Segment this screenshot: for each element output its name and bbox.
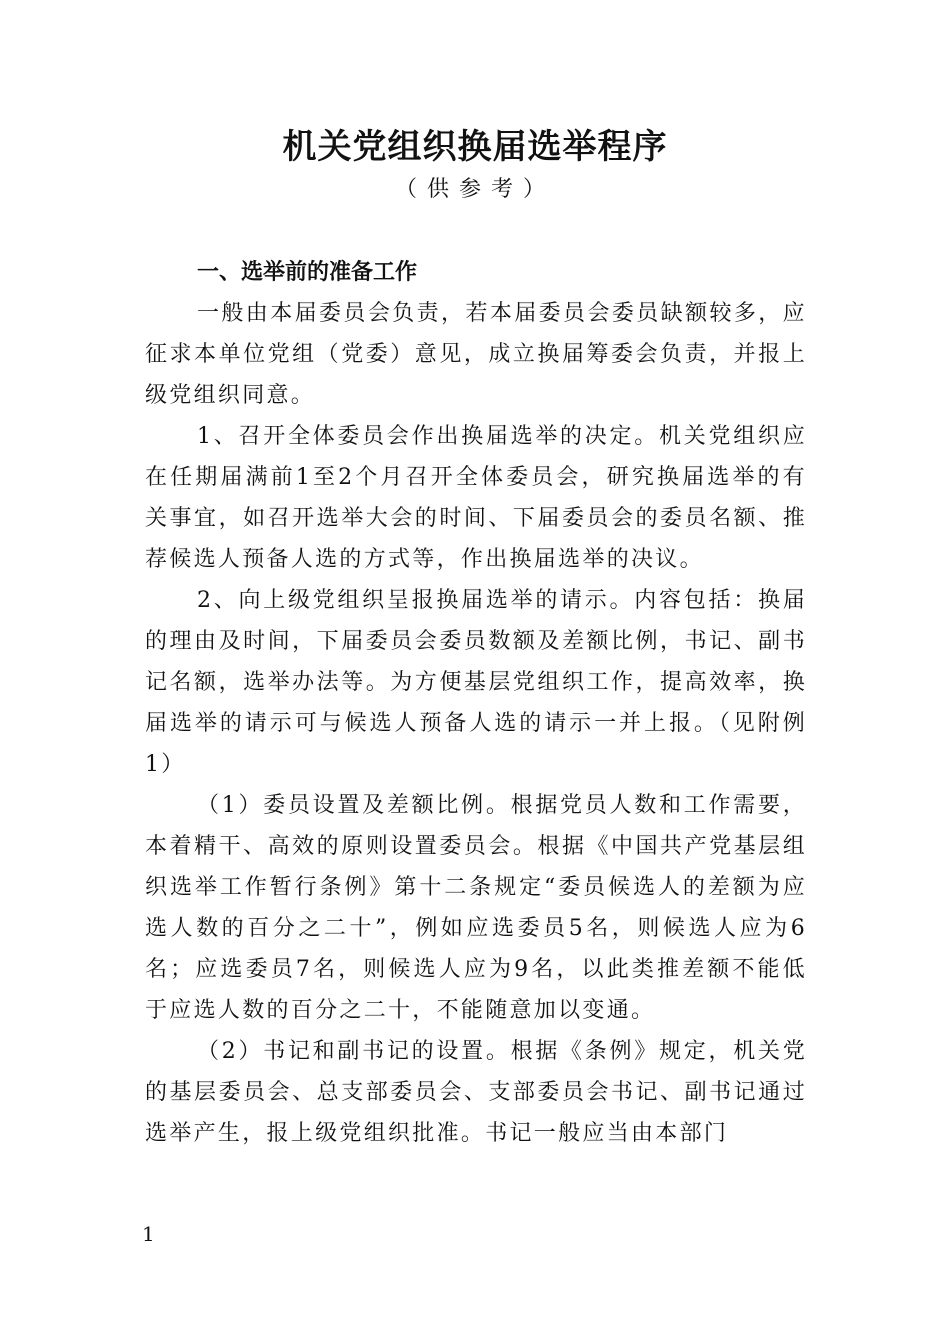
document-body <box>145 252 807 1154</box>
document-title: 机关党组织换届选举程序 <box>282 127 668 167</box>
paragraph-intro: 一般由本届委员会负责，若本届委员会委员缺额较多，应征求本单位党组（党委）意见，成立换届筹委会负责，并报上级党组织同意。 <box>145 301 807 408</box>
paragraph-item-2: 2、向上级党组织呈报换届选举的请示。内容包括：换届的理由及时间，下届委员会委员数额及差额比例，书记、副书记名额，选举办法等。为方便基层党组织工作，提高效率，换届选举的请示可与候选人预备人选的请示一并上报。（见附例1） <box>145 588 807 777</box>
section-heading: 一、选举前的准备工作 <box>197 260 418 285</box>
paragraph-item-1: 1、召开全体委员会作出换届选举的决定。机关党组织应在任期届满前1至2个月召开全体委员会，研究换届选举的有关事宜，如召开选举大会的时间、下届委员会的委员名额、推荐候选人预备人选的方式等，作出换届选举的决议。 <box>145 424 807 572</box>
document-subtitle: （供参考） <box>394 177 555 202</box>
paragraph-subitem-2: （2）书记和副书记的设置。根据《条例》规定，机关党的基层委员会、总支部委员会、支部委员会书记、副书记通过选举产生，报上级党组织批准。书记一般应当由本部门 <box>145 1039 807 1146</box>
paragraph-subitem-1: （1）委员设置及差额比例。根据党员人数和工作需要，本着精干、高效的原则设置委员会。根据《中国共产党基层组织选举工作暂行条例》第十二条规定“委员候选人的差额为应选人数的百分之二十”，例如应选委员5名，则候选人应为6名；应选委员7名，则候选人应为9名，以此类推差额不能低于应选人数的百分之二十，不能随意加以变通。 <box>145 793 807 1023</box>
page-number: 1 <box>142 1222 155 1246</box>
